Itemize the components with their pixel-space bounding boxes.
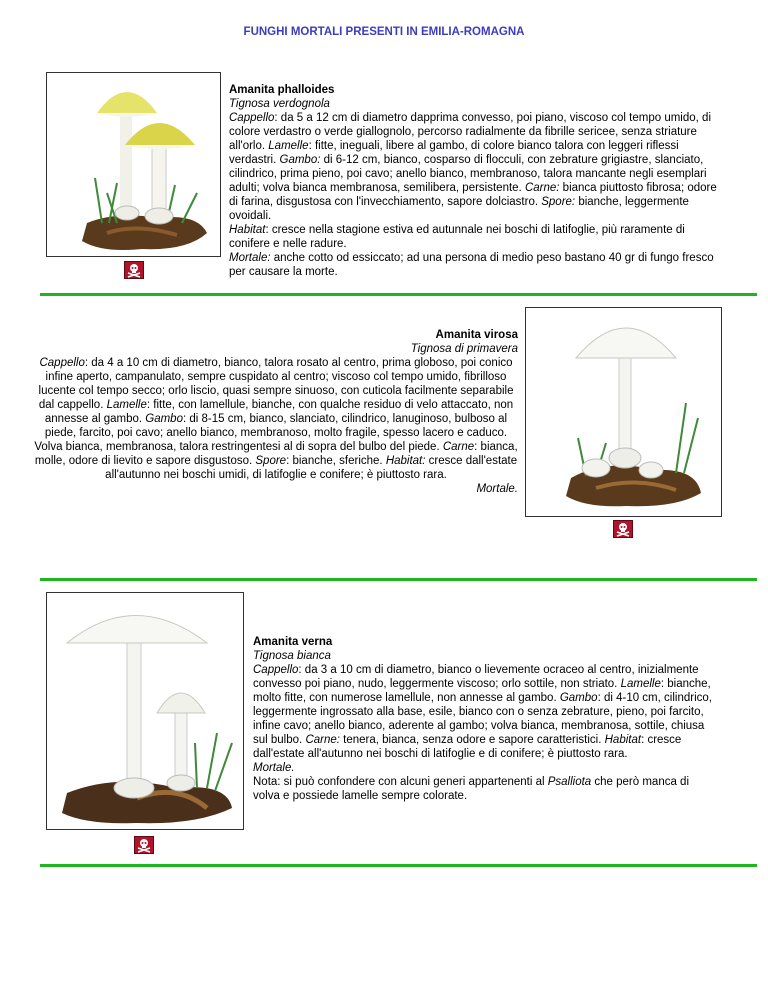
label-carne: Carne:	[305, 734, 340, 746]
text-carne: tenera, bianca, senza odore e sapore caratteristici.	[339, 734, 605, 746]
label-gambo: Gambo	[145, 413, 183, 425]
label-cappello: Cappello	[253, 664, 299, 676]
species-name: Amanita phalloides	[229, 84, 335, 96]
label-mortale: Mortale:	[229, 252, 271, 264]
label-cappello: Cappello	[229, 112, 275, 124]
text-cappello: : da 3 a 10 cm di diametro, bianco o lievemente ocraceo al centro, inizialmente convesso poi piano, nudo, leggermente viscoso; orlo sottile, non striato.	[253, 664, 699, 690]
page-title: FUNGHI MORTALI PRESENTI IN EMILIA-ROMAGNA	[243, 26, 525, 38]
species-habitat	[229, 223, 724, 251]
species-entry-virosa	[34, 328, 518, 496]
species-entry-verna	[253, 635, 715, 803]
divider	[40, 293, 757, 296]
label-lamelle: Lamelle	[268, 140, 309, 152]
skull-crossbones-icon	[124, 261, 144, 279]
label-lamelle: Lamelle	[620, 678, 661, 690]
text-cappello: : da 4 a 10 cm di diametro, bianco, talora rosato al centro, prima globoso, poi conico infine aperto, campanulato, sempre cuspidato al centro; viscoso col tempo umido, fibrilloso lucente col tempo secco; orlo liscio, quasi sempre sinuoso, con cuticola facilmente separabile dal cappello.	[38, 357, 514, 411]
label-gambo: Gambo:	[279, 154, 321, 166]
label-habitat: Habitat	[604, 734, 642, 746]
amanita-virosa-illustration	[525, 307, 722, 517]
text-habitat: : cresce nella stagione estiva ed autunnale nei boschi di latifoglie, più raramente di conifere e nelle radure.	[229, 224, 685, 250]
text-gambo: : di 4-10 cm, cilindrico, leggermente ingrossato alla base, esile, bianco con o senza zebrature, pieno, poi farcito, infine cavo; anello bianco, aderente al gambo; volva bianca, membranosa, sottile, chiusa sul bulbo.	[253, 692, 712, 746]
text-spore: : bianche, sferiche.	[286, 455, 386, 467]
label-habitat: Habitat	[229, 224, 266, 236]
label-carne: Carne	[442, 441, 475, 453]
species-toxicity: Mortale.	[476, 483, 518, 495]
species-description	[34, 356, 518, 482]
species-toxicity: Mortale.	[253, 762, 295, 774]
text-gambo: di 6-12 cm, bianco, cosparso di flocculi, con zebrature grigiastre, slanciato, cilindrico, prima pieno, poi cavo; anello bianco, membranoso, talora mancante negli esemplari adulti; volva bianca membranosa, semilibera, persistente.	[229, 154, 707, 194]
species-description	[229, 111, 724, 223]
label-gambo: Gambo	[559, 692, 598, 704]
skull-crossbones-icon	[613, 520, 633, 538]
amanita-verna-illustration	[46, 592, 244, 830]
text-lamelle: : fitte, con lamellule, bianche, con qualche residuo di velo attaccato, non annesse al gambo.	[44, 399, 514, 425]
species-common-name: Tignosa di primavera	[410, 343, 518, 355]
label-lamelle: Lamelle	[106, 399, 147, 411]
note-prefix: Nota: si può confondere con alcuni generi appartenenti al	[253, 776, 548, 788]
label-carne: Carne:	[524, 182, 560, 194]
label-habitat: Habitat:	[385, 455, 426, 467]
text-carne: bianca piuttosto fibrosa; odore di farina, disgustosa con l'invecchiamento, sapore dolciastro.	[229, 182, 717, 208]
label-spore: Spore	[255, 455, 287, 467]
note-genus: Psalliota	[547, 776, 592, 788]
note-suffix: che però manca di volva e possiede lamelle sempre colorate.	[253, 776, 690, 802]
amanita-phalloides-illustration	[46, 72, 221, 257]
species-common-name: Tignosa bianca	[253, 650, 331, 662]
species-note	[253, 775, 715, 803]
species-name: Amanita virosa	[435, 329, 518, 341]
species-common-name: Tignosa verdognola	[229, 98, 330, 110]
species-description	[253, 663, 715, 761]
text-habitat: : cresce dall'estate all'autunno nei boschi di latifoglie e di conifere; è piuttosto rara.	[253, 734, 682, 760]
text-habitat: cresce dall'estate all'autunno nei boschi umidi, di latifoglie e conifere; è piuttosto rara.	[105, 455, 518, 481]
text-mortale: anche cotto od essiccato; ad una persona di medio peso bastano 40 gr di fungo fresco per causare la morte.	[229, 252, 714, 278]
skull-crossbones-icon	[134, 836, 154, 854]
text-lamelle: : fitte, ineguali, libere al gambo, di colore bianco talora con leggeri riflessi verdastri.	[229, 140, 679, 166]
species-toxicity	[229, 251, 724, 279]
text-lamelle: : bianche, molto fitte, con numerose lamellule, non annesse al gambo.	[253, 678, 711, 704]
species-name: Amanita verna	[253, 636, 333, 648]
text-carne: : bianca, molle, odore di lievito e sapore disgustoso.	[34, 441, 518, 467]
text-gambo: : di 8-15 cm, bianco, slanciato, cilindrico, lanuginoso, bulboso al piede, farcito, poi cavo; anello bianco, membranoso, molto fragile, spesso lacero e caduco. Volva bianca, membranosa, talora restringentesi al di sopra del bulbo del piede.	[34, 413, 508, 453]
divider	[40, 864, 757, 867]
text-spore: bianche, leggermente ovoidali.	[229, 196, 689, 222]
species-entry-phalloides	[229, 83, 724, 279]
divider	[40, 578, 757, 581]
label-spore: Spore:	[541, 196, 576, 208]
label-cappello: Cappello	[39, 357, 85, 369]
text-cappello: : da 5 a 12 cm di diametro dapprima convesso, poi piano, viscoso col tempo umido, di colore verdastro o verde giallognolo, percorso radialmente da fibrille sericee, senza striature all'orlo.	[229, 112, 711, 152]
